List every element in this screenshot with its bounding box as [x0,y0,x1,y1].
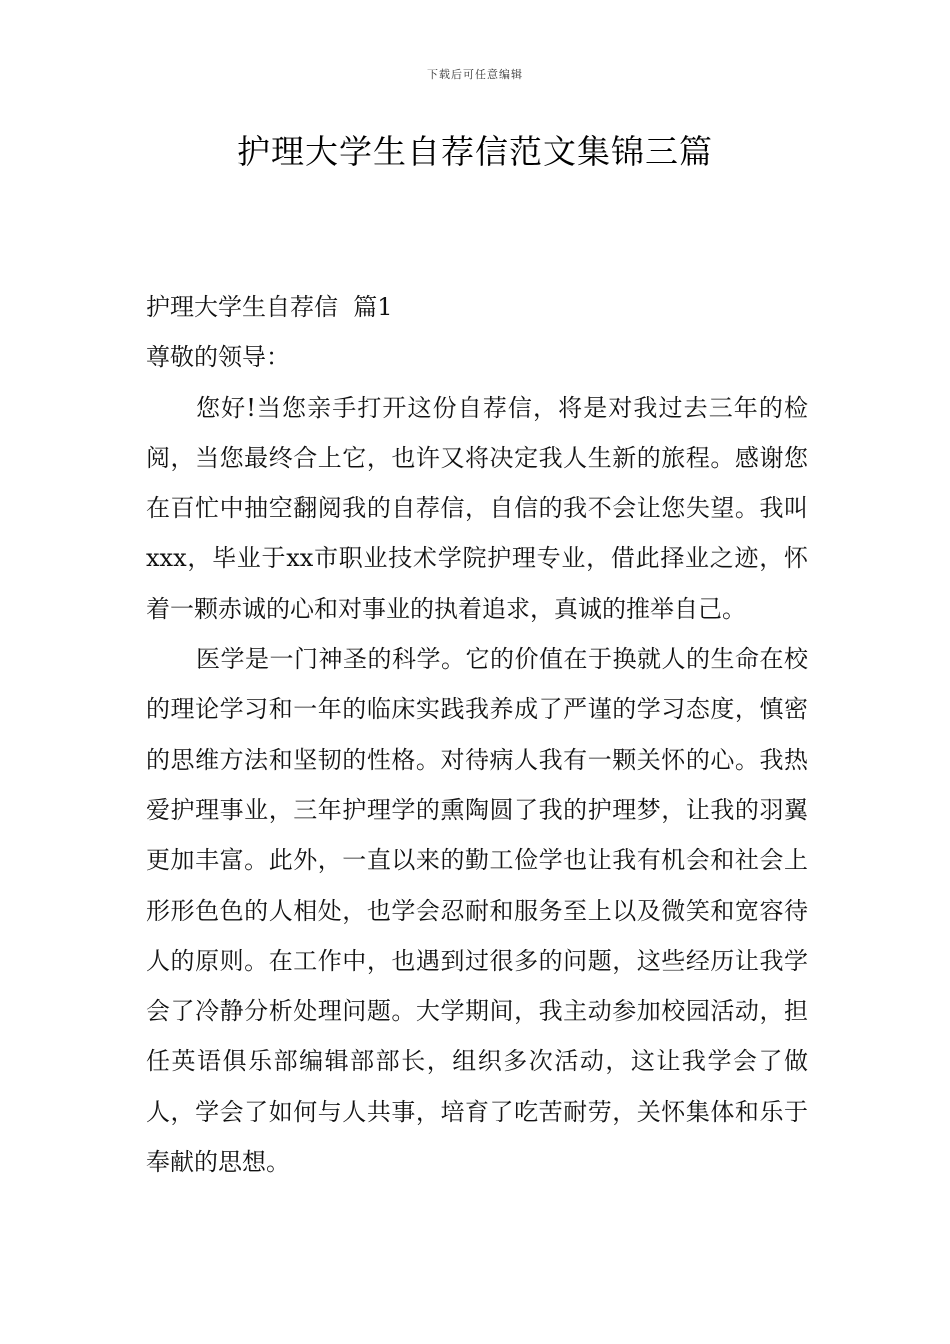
salutation: 尊敬的领导： [146,343,290,372]
section-heading: 护理大学生自荐信 篇1 [146,293,393,321]
document-title: 护理大学生自荐信范文集锦三篇 [237,132,713,171]
header-note: 下载后可任意编辑 [427,68,523,81]
document-body [146,282,808,1187]
paragraph-1: 您好!当您亲手打开这份自荐信，将是对我过去三年的检阅，当您最终合上它，也许又将决定我人生新的旅程。感谢您在百忙中抽空翻阅我的自荐信，自信的我不会让您失望。我叫xxx，毕业于xx市职业技术学院护理专业，借此择业之迹，怀着一颗赤诚的心和对事业的执着追求，真诚的推举自己。 [146,393,808,623]
paragraph-2: 医学是一门神圣的科学。它的价值在于换就人的生命在校的理论学习和一年的临床实践我养成了严谨的学习态度，慎密的思维方法和坚韧的性格。对待病人我有一颗关怀的心。我热爱护理事业，三年护理学的熏陶圆了我的护理梦，让我的羽翼更加丰富。此外，一直以来的勤工俭学也让我有机会和社会上形形色色的人相处，也学会忍耐和服务至上以及微笑和宽容待人的原则。在工作中，也遇到过很多的问题，这些经历让我学会了冷静分析处理问题。大学期间，我主动参加校园活动，担任英语俱乐部编辑部部长，组织多次活动，这让我学会了做人，学会了如何与人共事，培育了吃苦耐劳，关怀集体和乐于奉献的思想。 [146,645,808,1177]
